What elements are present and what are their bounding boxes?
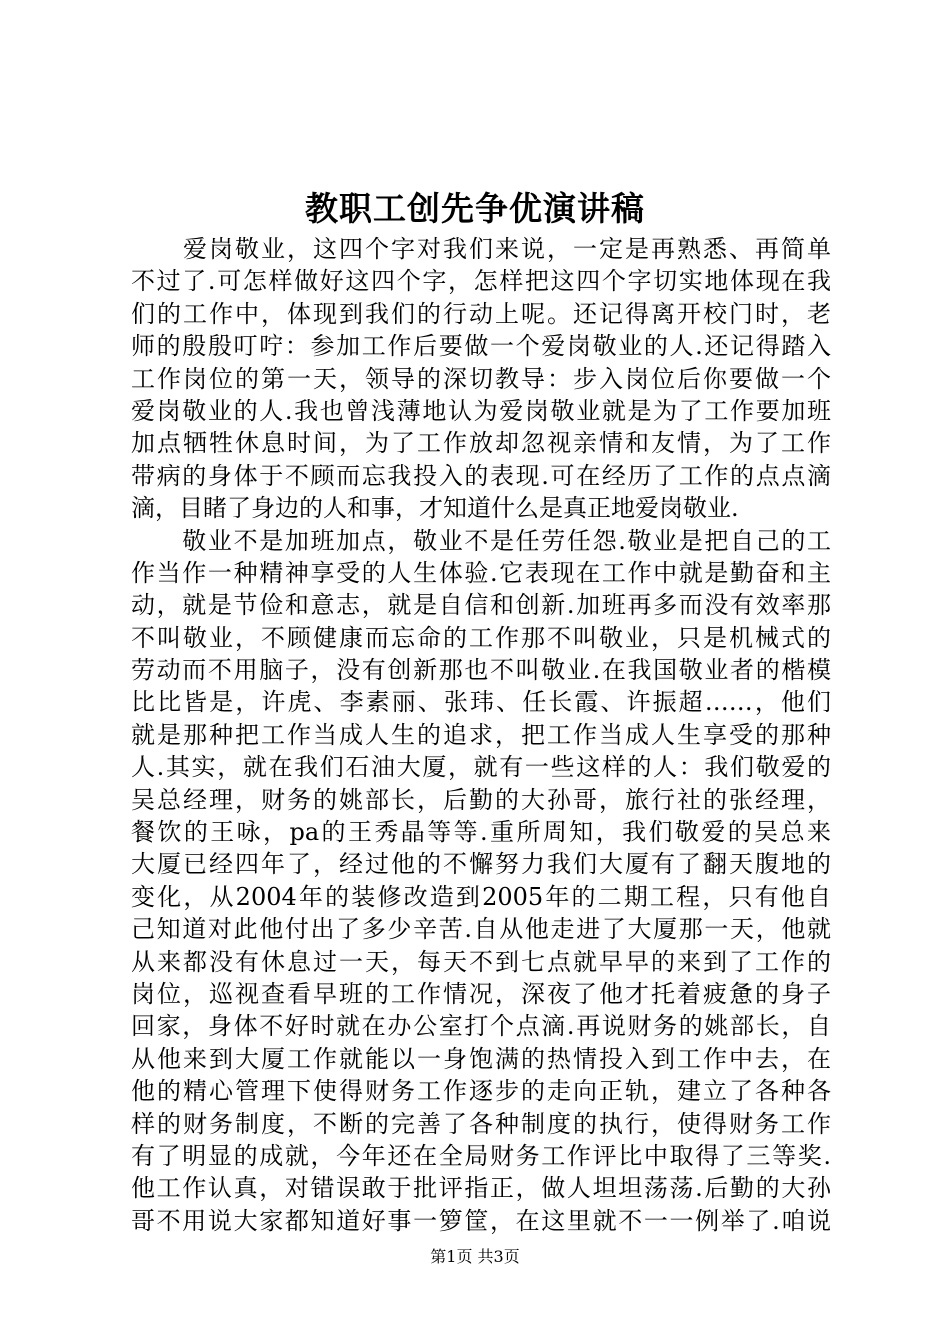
- page-title: 教职工创先争优演讲稿: [305, 189, 645, 228]
- text-line: 人.其实，就在我们石油大厦，就有一些这样的人：我们敬爱的: [131, 753, 831, 782]
- text-line: 师的殷殷叮咛：参加工作后要做一个爱岗敬业的人.还记得踏入: [131, 332, 831, 361]
- text-line: 样的财务制度，不断的完善了各种制度的执行，使得财务工作: [131, 1109, 831, 1138]
- text-line: 动，就是节俭和意志，就是自信和创新.加班再多而没有效率那: [131, 591, 831, 620]
- text-line: 不叫敬业，不顾健康而忘命的工作那不叫敬业，只是机械式的: [131, 623, 831, 652]
- text-line: 就是那种把工作当成人生的追求，把工作当成人生享受的那种: [131, 720, 831, 749]
- text-line: 从他来到大厦工作就能以一身饱满的热情投入到工作中去，在: [131, 1044, 831, 1073]
- text-line: 吴总经理，财务的姚部长，后勤的大孙哥，旅行社的张经理，: [131, 785, 831, 814]
- text-line: 敬业不是加班加点，敬业不是任劳任怨.敬业是把自己的工: [131, 526, 831, 555]
- text-line: 爱岗敬业的人.我也曾浅薄地认为爱岗敬业就是为了工作要加班: [131, 396, 831, 425]
- text-line: 不过了.可怎样做好这四个字，怎样把这四个字切实地体现在我: [131, 267, 831, 296]
- text-line: 从来都没有休息过一天，每天不到七点就早早的来到了工作的: [131, 947, 831, 976]
- text-line: 滴，目睹了身边的人和事，才知道什么是真正地爱岗敬业.: [131, 494, 739, 523]
- text-line: 带病的身体于不顾而忘我投入的表现.可在经历了工作的点点滴: [131, 461, 831, 490]
- text-line: 大厦已经四年了，经过他的不懈努力我们大厦有了翻天腹地的: [131, 850, 831, 879]
- text-line: 有了明显的成就，今年还在全局财务工作评比中取得了三等奖.: [131, 1141, 831, 1170]
- text-line: 变化，从2004年的装修改造到2005年的二期工程，只有他自: [131, 882, 831, 911]
- page-number: 第1页 共3页: [430, 1247, 520, 1266]
- paragraph-2: [131, 525, 831, 1238]
- text-line: 劳动而不用脑子，没有创新那也不叫敬业.在我国敬业者的楷模: [131, 656, 831, 685]
- text-line: 餐饮的王咏，pa的王秀晶等等.重所周知，我们敬爱的吴总来: [131, 818, 831, 847]
- text-line: 们的工作中，体现到我们的行动上呢。还记得离开校门时，老: [131, 299, 831, 328]
- text-line: 加点牺牲休息时间，为了工作放却忽视亲情和友情，为了工作: [131, 429, 831, 458]
- text-line: 工作岗位的第一天，领导的深切教导：步入岗位后你要做一个: [131, 364, 831, 393]
- text-line: 比比皆是，许虎、李素丽、张玮、任长霞、许振超……，他们: [131, 688, 831, 717]
- text-line: 哥不用说大家都知道好事一箩筐，在这里就不一一例举了.咱说: [131, 1206, 831, 1235]
- text-line: 爱岗敬业，这四个字对我们来说，一定是再熟悉、再简单: [131, 235, 831, 263]
- text-line: 他工作认真，对错误敢于批评指正，做人坦坦荡荡.后勤的大孙: [131, 1174, 831, 1203]
- text-line: 他的精心管理下使得财务工作逐步的走向正轨，建立了各种各: [131, 1077, 831, 1106]
- text-line: 回家，身体不好时就在办公室打个点滴.再说财务的姚部长，自: [131, 1012, 831, 1041]
- text-line: 己知道对此他付出了多少辛苦.自从他走进了大厦那一天，他就: [131, 915, 831, 944]
- paragraph-1: [131, 233, 831, 525]
- text-line: 岗位，巡视查看早班的工作情况，深夜了他才托着疲惫的身子: [131, 979, 831, 1008]
- text-line: 作当作一种精神享受的人生体验.它表现在工作中就是勤奋和主: [131, 558, 831, 587]
- document-body: [131, 233, 831, 1237]
